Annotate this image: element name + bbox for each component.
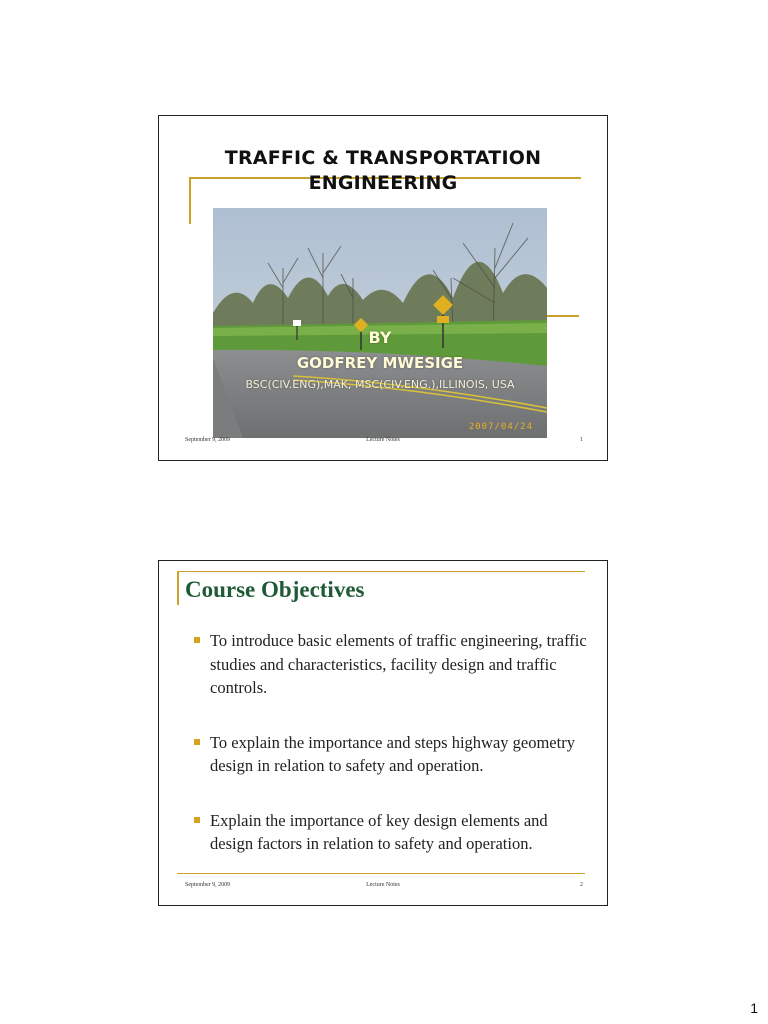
- slide-title: [159, 146, 607, 196]
- footer-title: Lecture Notes: [366, 437, 400, 443]
- author-credentials: BSC(CIV.ENG),MAK, MSC(CIV.ENG.),ILLINOIS, USA: [245, 378, 515, 391]
- decorative-gold-line: [177, 571, 585, 572]
- list-item-text: Explain the importance of key design elements and design factors in relation to safety and operation.: [210, 810, 548, 853]
- footer-date: September 9, 2009: [185, 437, 231, 443]
- decorative-gold-line-right: [547, 315, 579, 317]
- square-bullet-icon: [194, 817, 200, 823]
- author-by-label: BY: [368, 328, 392, 347]
- objectives-list: [193, 629, 593, 887]
- decorative-gold-line-bottom: [177, 873, 585, 874]
- square-bullet-icon: [194, 637, 200, 643]
- slide-title: Course Objectives: [185, 577, 365, 602]
- slide-footer: [159, 882, 607, 892]
- footer-slide-number: 2: [580, 882, 583, 888]
- slide-1: [158, 115, 608, 461]
- list-item-text: To explain the importance and steps highway geometry design in relation to safety and operation.: [210, 732, 575, 775]
- square-bullet-icon: [194, 739, 200, 745]
- decorative-gold-line-vertical: [177, 571, 179, 605]
- list-item: [193, 731, 593, 778]
- list-item: [193, 629, 593, 700]
- page-number: 1: [750, 1000, 758, 1016]
- slide-title-line-2: ENGINEERING: [308, 172, 458, 194]
- footer-title: Lecture Notes: [366, 882, 400, 888]
- footer-date: September 9, 2009: [185, 882, 231, 888]
- slide-title-line-1: TRAFFIC & TRANSPORTATION: [224, 147, 542, 169]
- slide-footer: [159, 437, 607, 447]
- author-name: GODFREY MWESIGE: [296, 354, 464, 372]
- slide-2: [158, 560, 608, 906]
- road-scene-image: [213, 208, 547, 438]
- list-item: [193, 809, 593, 856]
- photo-date-stamp: 2007/04/24: [468, 422, 533, 432]
- road-photo: [213, 208, 547, 438]
- list-item-text: To introduce basic elements of traffic engineering, traffic studies and characteristics, facility design and traffic controls.: [210, 631, 587, 697]
- footer-slide-number: 1: [580, 437, 583, 443]
